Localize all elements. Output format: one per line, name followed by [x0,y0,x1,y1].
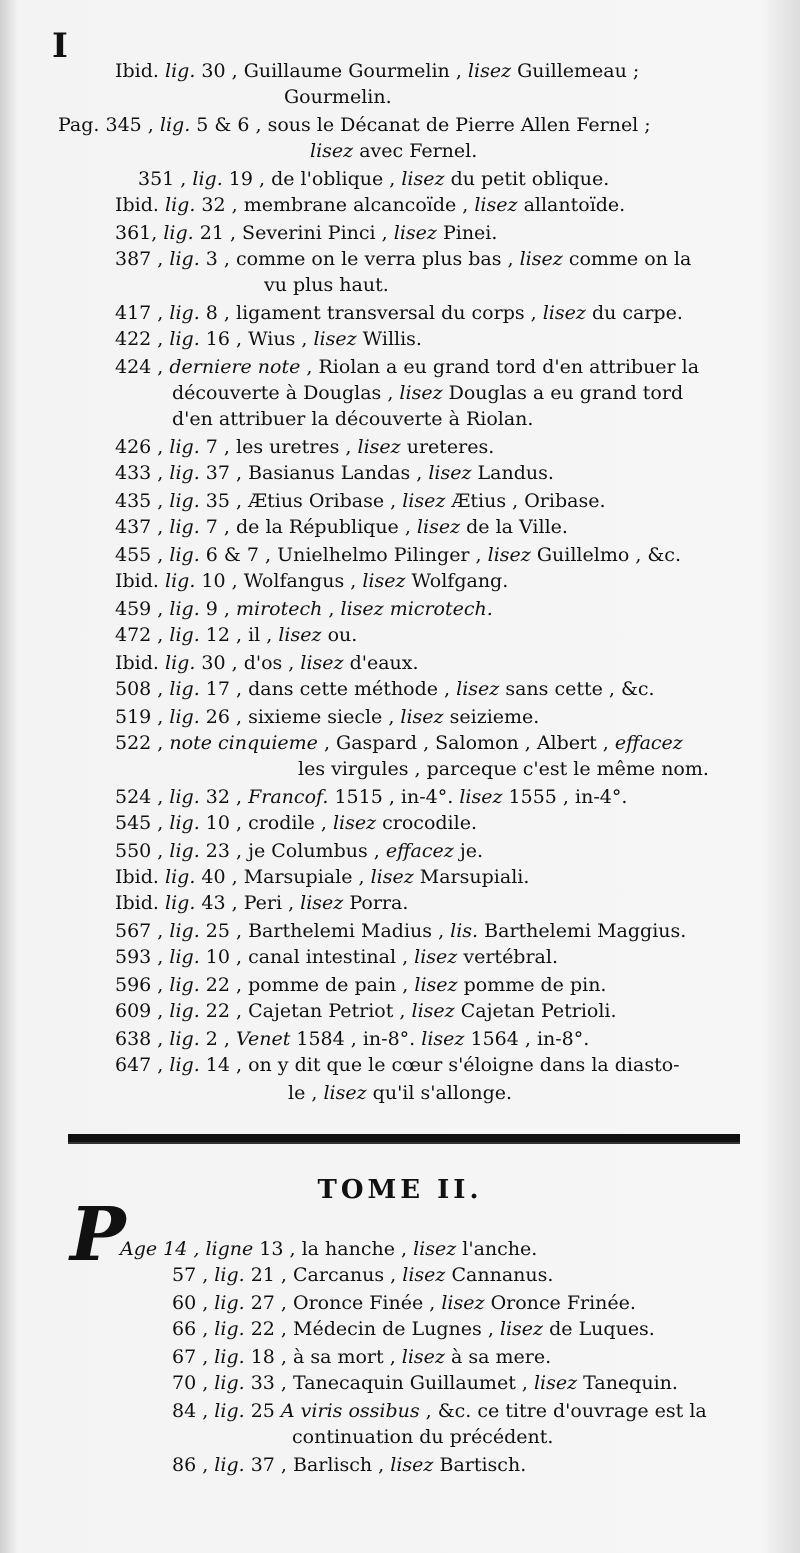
erratum-text: 5 & 6 , sous le Décanat de Pierre Allen Fernel ; [190,114,651,136]
page-reference: 433 , [115,462,170,484]
tome1-entry [115,918,686,944]
line-abbrev: lig. [169,328,200,350]
tome1-entry [115,354,699,380]
correction-text: ureteres. [400,436,495,458]
lisez-label: lisez [467,60,512,82]
erratum-text: 27 , Oronce Finée , [244,1292,442,1314]
erratum-text: 37 , Basianus Landas , [199,462,429,484]
page-reference: Pag. 345 , [58,114,160,136]
line-abbrev: lig. [169,706,200,728]
page-reference: 70 , [172,1372,215,1394]
tome1-entry [115,300,683,326]
erratum-text: 22 , Cajetan Petriot , [199,1000,412,1022]
erratum-text: continuation du précédent. [292,1426,554,1448]
tome1-entry [115,434,494,460]
lisez-label: lisez [402,1264,446,1286]
correction-text: 1555 , in-4°. [502,786,628,808]
page-reference: 609 , [115,1000,170,1022]
page-reference: 84 , [172,1400,215,1422]
correction-text: Porra. [343,892,409,914]
erratum-text: 21 , Carcanus , [244,1264,403,1286]
tome1-entry [172,380,683,406]
page-reference: 86 , [172,1454,215,1476]
tome1-entry [115,704,539,730]
tome1-entry [115,542,681,568]
erratum-text: 14 , on y dit que le cœur s'éloigne dans la diasto- [199,1054,680,1076]
tome1-entry [298,756,709,782]
tome1-entry [115,784,627,810]
erratum-text: le , [288,1082,324,1104]
tome1-entry [115,596,493,622]
line-abbrev: lig. [214,1454,245,1476]
page-reference: 647 , [115,1054,170,1076]
erratum-text: , Gaspard , Salomon , Albert , [317,732,615,754]
tome1-entry [310,138,477,164]
correction-text: Cajetan Petrioli. [454,1000,617,1022]
lisez-label: lisez [542,302,586,324]
correction-text: Marsupiali. [413,866,530,888]
lisez-label: lisez [399,382,443,404]
lisez-label: lisez [421,1028,465,1050]
line-abbrev: lig. [169,248,200,270]
tome1-entry [115,326,422,352]
erratum-text: 10 , crodile , [199,812,333,834]
correction-text: Oronce Frinée. [484,1292,636,1314]
lisez-label: lisez [441,1292,485,1314]
tome1-entry [115,890,408,916]
page-reference: 426 , [115,436,170,458]
page-reference: 361, [115,222,164,244]
correction-text: qu'il s'allonge. [366,1082,513,1104]
lisez-label: lisez [414,946,458,968]
erratum-text: 7 , de la République , [199,516,417,538]
lisez-label: lisez [393,222,437,244]
line-abbrev: lig. [165,892,196,914]
lisez-label: lisez [519,248,563,270]
line-abbrev: lig. [214,1346,245,1368]
line-abbrev: lig. [169,598,200,620]
correction-text: vertébral. [457,946,558,968]
erratum-text: 7 , les uretres , [199,436,358,458]
tome1-entry [115,838,483,864]
line-abbrev: lig. [214,1264,245,1286]
erratum-text: 22 , pomme de pain , [199,974,415,996]
tome2-entry [292,1424,553,1450]
tome2-entry [172,1262,553,1288]
correction-text: Wolfgang. [405,570,509,592]
tome2-entry [172,1316,655,1342]
lisez-label: lisez [332,812,377,834]
erratum-text: 23 , je Columbus , [199,840,386,862]
page-reference: 638 , [115,1028,170,1050]
line-abbrev: ligne [205,1238,254,1260]
effacez-label: effacez [385,840,454,862]
tome1-entry [115,1026,589,1052]
tome2-entry [172,1344,551,1370]
lisez-label: lisez [323,1082,367,1104]
correction-text: pomme de pin. [457,974,607,996]
line-abbrev: lig. [169,516,200,538]
page-reference: 567 , [115,920,170,942]
italic-text: A viris ossibus [280,1400,420,1422]
tome1-entry [115,972,606,998]
page-reference: Ibid. [115,652,165,674]
line-abbrev: lig. [169,1054,200,1076]
lisez-label: lisez [487,544,531,566]
tome2-entry [172,1290,636,1316]
page-reference: 593 , [115,946,170,968]
lisez-label: lisez [357,436,401,458]
page-reference: Age 14 , [120,1238,206,1260]
tome1-entry [115,622,357,648]
page-reference: 508 , [115,678,170,700]
correction-text: l'anche. [456,1238,538,1260]
tome2-entry [172,1370,678,1396]
lisez-label: lisez [390,1454,434,1476]
line-abbrev: lig. [169,1000,200,1022]
lisez-label: lisez [401,1346,445,1368]
line-abbrev: lig. [169,1028,200,1050]
line-abbrev: lig. [169,920,200,942]
tome1-entry [115,460,554,486]
line-abbrev: lig. [165,866,196,888]
erratum-text: Gourmelin. [284,86,392,108]
page-reference: 437 , [115,516,170,538]
erratum-text: 8 , ligament transversal du corps , [199,302,543,324]
lisez-label: lis. [450,920,479,942]
correction-text: 1564 , in-8°. [464,1028,590,1050]
correction-text: seizieme. [443,706,540,728]
lisez-label: lisez [533,1372,578,1394]
lisez-label: lisez [416,516,461,538]
correction-text: Bartisch. [433,1454,527,1476]
page-reference: 60 , [172,1292,215,1314]
tome1-entry [115,864,529,890]
correction-text: je. [453,840,483,862]
line-abbrev: lig. [169,812,200,834]
tome-2-heading: TOME II. [317,1175,483,1205]
lisez-label: lisez [340,598,384,620]
lisez-label: lisez [362,570,406,592]
page-reference: 472 , [115,624,170,646]
tome1-entry [115,568,508,594]
page-reference: Ibid. [115,866,165,888]
note-label: derniere note [169,356,301,378]
erratum-text: les virgules , parceque c'est le même nom. [298,758,709,780]
erratum-text: 10 , Wolfangus , [195,570,363,592]
erratum-text: 22 , Médecin de Lugnes , [244,1318,500,1340]
erratum-text: 17 , dans cette méthode , [199,678,457,700]
erratum-text: 1515 , in-4°. [328,786,460,808]
section-divider [68,1134,740,1142]
erratum-text: d'en attribuer la découverte à Riolan. [172,408,534,430]
lisez-label: lisez [499,1318,544,1340]
erratum-text: 19 , de l'oblique , [222,168,402,190]
correction-text: Pinei. [436,222,498,244]
correction-text: Guillelmo , &c. [530,544,681,566]
tome1-entry [115,944,558,970]
erratum-text: 13 , la hanche , [253,1238,414,1260]
lisez-label: lisez [370,866,414,888]
italic-text: Francof. [248,786,329,808]
erratum-text: 32 , membrane alcancoïde , [195,194,475,216]
erratum-text: 2 , [199,1028,236,1050]
lisez-label: lisez [278,624,322,646]
page-reference: Ibid. [115,570,165,592]
line-abbrev: lig. [214,1372,245,1394]
tome1-entry [115,650,419,676]
lisez-label: lisez [402,490,446,512]
erratum-text: 18 , à sa mort , [244,1346,402,1368]
line-abbrev: lig. [214,1318,245,1340]
italic-text: Venet [236,1028,291,1050]
correction-text: à sa mere. [444,1346,552,1368]
erratum-text: vu plus haut. [264,274,389,296]
lisez-label: lisez [428,462,472,484]
erratum-text: 25 , Barthelemi Madius , [199,920,451,942]
line-abbrev: lig. [169,786,200,808]
erratum-text: 3 , comme on le verra plus bas , [199,248,520,270]
tome1-entry [288,1080,512,1106]
erratum-text: , [322,598,341,620]
lisez-label: lisez [411,1000,455,1022]
tome1-entry [115,810,477,836]
correction-text: Tanequin. [577,1372,678,1394]
tome1-entry [115,998,617,1024]
line-abbrev: lig. [169,678,200,700]
correction-text: sans cette , &c. [499,678,655,700]
erratum-text: 43 , Peri , [195,892,301,914]
line-abbrev: lig. [165,570,196,592]
erratum-text: 35 , Ætius Oribase , [199,490,403,512]
erratum-text: 33 , Tanecaquin Guillaumet , [244,1372,534,1394]
correction-text: du carpe. [585,302,683,324]
erratum-text: 6 & 7 , Unielhelmo Pilinger , [199,544,488,566]
correction-text: Barthelemi Maggius. [478,920,687,942]
line-abbrev: lig. [169,490,200,512]
lisez-label: lisez [401,168,445,190]
tome2-entry [120,1236,537,1262]
page-reference: 524 , [115,786,170,808]
page-reference: Ibid. [115,892,165,914]
page-reference: 351 , [138,168,193,190]
lisez-label: lisez [459,786,503,808]
correction-text: allantoïde. [517,194,626,216]
tome1-entry [115,220,497,246]
italic-text: mirotech [236,598,323,620]
correction-text: ou. [321,624,358,646]
tome2-entry [172,1398,707,1424]
tome1-entry [115,488,606,514]
erratum-text: 25 [244,1400,281,1422]
line-abbrev: lig. [214,1292,245,1314]
page-reference: 57 , [172,1264,215,1286]
page-reference: 422 , [115,328,170,350]
erratum-text: 26 , sixieme siecle , [199,706,401,728]
erratum-text: 1584 , in-8°. [290,1028,422,1050]
tome1-entry [115,192,625,218]
line-abbrev: lig. [169,946,200,968]
tome1-entry [284,84,392,110]
lisez-label: lisez [456,678,500,700]
correction-text: de Luques. [543,1318,655,1340]
lisez-label: lisez [313,328,357,350]
page-reference: 550 , [115,840,170,862]
correction-text: Ætius , Oribase. [445,490,606,512]
tome1-entry [115,730,683,756]
tome1-entry [138,166,609,192]
erratum-text: 40 , Marsupiale , [195,866,371,888]
page-reference: 66 , [172,1318,215,1340]
page-reference: 387 , [115,248,170,270]
page-reference: 545 , [115,812,170,834]
line-abbrev: lig. [165,60,196,82]
page-reference: 435 , [115,490,170,512]
tome1-entry [115,246,691,272]
line-abbrev: lig. [169,840,200,862]
line-abbrev: lig. [165,194,196,216]
erratum-text: 16 , Wius , [199,328,314,350]
erratum-text: , &c. ce titre d'ouvrage est la [419,1400,707,1422]
lisez-label: lisez [413,1238,457,1260]
effacez-label: effacez [614,732,683,754]
line-abbrev: lig. [169,436,200,458]
lisez-label: lisez [300,892,344,914]
page-reference: Ibid. [115,194,165,216]
lisez-label: lisez [474,194,518,216]
lisez-label: lisez [300,652,344,674]
correction-text: Douglas a eu grand tord [442,382,684,404]
page-reference: 455 , [115,544,170,566]
erratum-text: 30 , d'os , [195,652,301,674]
lisez-label: lisez [400,706,444,728]
line-abbrev: lig. [169,302,200,324]
tome1-entry [115,676,655,702]
tome1-entry [115,1052,680,1078]
line-abbrev: lig. [169,974,200,996]
erratum-text: 12 , il , [199,624,279,646]
page-reference: 596 , [115,974,170,996]
line-abbrev: lig. [159,114,191,136]
lisez-label: lisez [310,140,354,162]
correction-text: Landus. [471,462,554,484]
correction-text: Willis. [356,328,422,350]
erratum-text: 37 , Barlisch , [244,1454,391,1476]
page-mark: I [52,26,68,66]
correction-text: d'eaux. [343,652,419,674]
line-abbrev: lig. [214,1400,245,1422]
tome1-entry [115,514,568,540]
erratum-text: découverte à Douglas , [172,382,400,404]
line-abbrev: lig. [169,624,200,646]
correction-text: du petit oblique. [444,168,610,190]
line-abbrev: lig. [169,462,200,484]
correction-text: comme on la [562,248,692,270]
correction-text: avec Fernel. [353,140,478,162]
page-reference: 67 , [172,1346,215,1368]
line-abbrev: lig. [165,652,196,674]
page-reference: 522 , [115,732,170,754]
erratum-text: 30 , Guillaume Gourmelin , [195,60,468,82]
erratum-text: 9 , [199,598,236,620]
page-reference: 417 , [115,302,170,324]
tome2-entry [172,1452,526,1478]
erratum-text: 32 , [199,786,249,808]
italic-text: microtech. [383,598,493,620]
page-reference: 459 , [115,598,170,620]
lisez-label: lisez [414,974,458,996]
page-reference: 519 , [115,706,170,728]
tome1-entry [58,112,651,138]
drop-capital: P [70,1192,126,1278]
correction-text: crocodile. [376,812,477,834]
line-abbrev: lig. [169,544,200,566]
erratum-text: , Riolan a eu grand tord d'en attribuer la [300,356,700,378]
erratum-text: 10 , canal intestinal , [199,946,415,968]
page-reference: Ibid. [115,60,165,82]
erratum-text: 21 , Severini Pinci , [193,222,394,244]
correction-text: Guillemeau ; [511,60,640,82]
tome1-entry [264,272,389,298]
tome1-entry [115,58,639,84]
correction-text: de la Ville. [460,516,568,538]
tome1-entry [172,406,533,432]
correction-text: Cannanus. [445,1264,554,1286]
line-abbrev: lig. [163,222,194,244]
line-abbrev: lig. [192,168,223,190]
note-label: note cinquieme [169,732,318,754]
page-reference: 424 , [115,356,170,378]
